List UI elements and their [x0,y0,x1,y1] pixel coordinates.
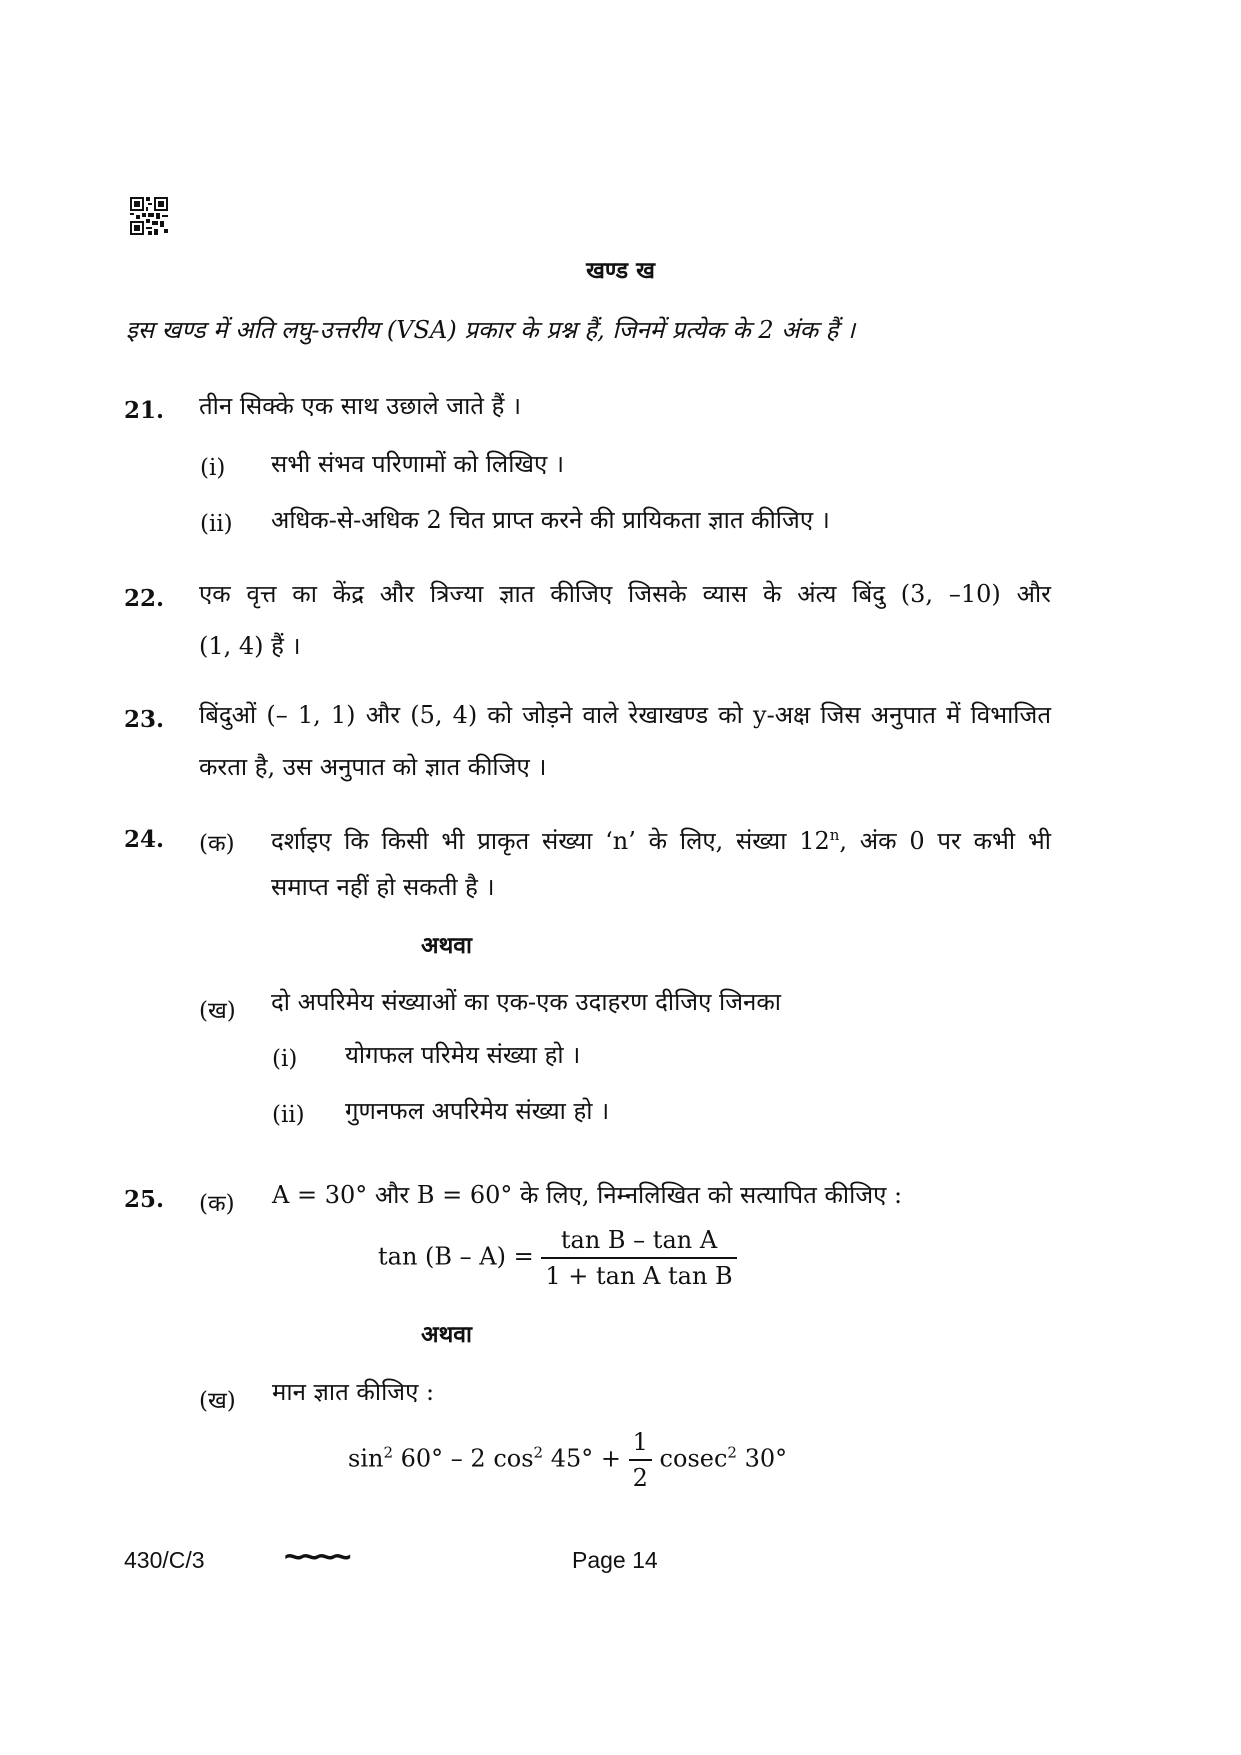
q21-part-i-label: (i) [200,455,226,481]
q23-number: 23. [124,706,165,733]
q25-eq-fraction [541,1226,736,1290]
q22-line1: एक वृत्त का केंद्र और त्रिज्या ज्ञात कीजिए जिसके व्यास के अंत्य बिंदु (3, –10) और [199,580,1051,608]
q21-part-ii-label: (ii) [200,511,233,537]
section-instruction: इस खण्ड में अति लघु-उत्तरीय (VSA) प्रकार के प्रश्न हैं, जिनमें प्रत्येक के 2 अंक हैं । [126,316,856,344]
q25-or: अथवा [421,1321,473,1348]
q25-a-label: (क) [199,1191,235,1217]
footer-ornament: ~~~~ [284,1538,348,1576]
q24-b-part-ii-label: (ii) [272,1102,305,1128]
q21-part-i-text: सभी संभव परिणामों को लिखिए । [271,450,565,478]
q24-a-label: (क) [199,831,235,857]
footer-code: 430/C/3 [124,1547,205,1573]
q25-eq-denominator: 1 + tan A tan B [545,1262,733,1290]
q25-b-label: (ख) [199,1388,236,1414]
q25-equation [378,1226,737,1290]
page-number: Page 14 [572,1547,658,1573]
q21-number: 21. [124,397,165,424]
q24-b-part-i-text: योगफल परिमेय संख्या हो । [345,1041,581,1069]
q25-b-expression: $\sin^2 60^\circ - 2$ $\cos^2 45^\circ$ + $\frac{1}{2}$ cosec$^2$ 30° [348,1428,788,1492]
q24-b-part-ii-text: गुणनफल अपरिमेय संख्या हो । [345,1097,610,1125]
q23-line2: करता है, उस अनुपात को ज्ञात कीजिए । [199,753,547,781]
q24-or: अथवा [421,932,473,959]
q25-a-text: A = 30° और B = 60° के लिए, निम्नलिखित को सत्यापित कीजिए : [272,1181,903,1209]
q24-a-line1: दर्शाइए कि किसी भी प्राकृत संख्या ‘n’ के लिए, संख्या 12$^n$, अंक 0 पर कभी भी [271,826,1051,855]
qr-code [130,197,168,235]
q25-b-fraction: $\frac{1}{2}$ [629,1428,652,1492]
q25-number: 25. [124,1186,165,1213]
section-title: खण्ड ख [586,257,655,284]
q22-number: 22. [124,585,165,612]
q24-b-text: दो अपरिमेय संख्याओं का एक-एक उदाहरण दीजिए जिनका [271,988,781,1016]
q22-line2: (1, 4) हैं । [199,632,301,660]
q23-line1: बिंदुओं (– 1, 1) और (5, 4) को जोड़ने वाले रेखाखण्ड को y-अक्ष जिस अनुपात में विभाजित [199,701,1051,729]
q25-eq-numerator: tan B – tan A [541,1226,736,1259]
q25-b-text: मान ज्ञात कीजिए : [272,1378,435,1406]
q24-a-line2: समाप्त नहीं हो सकती है । [271,873,495,901]
q25-eq-lhs: tan (B – A) = [378,1242,534,1271]
q24-b-part-i-label: (i) [272,1046,298,1072]
q24-number: 24. [124,826,165,853]
q21-text: तीन सिक्के एक साथ उछाले जाते हैं । [199,392,522,420]
q24-b-label: (ख) [199,998,236,1024]
q21-part-ii-text: अधिक-से-अधिक 2 चित प्राप्त करने की प्रायिकता ज्ञात कीजिए । [271,506,830,534]
